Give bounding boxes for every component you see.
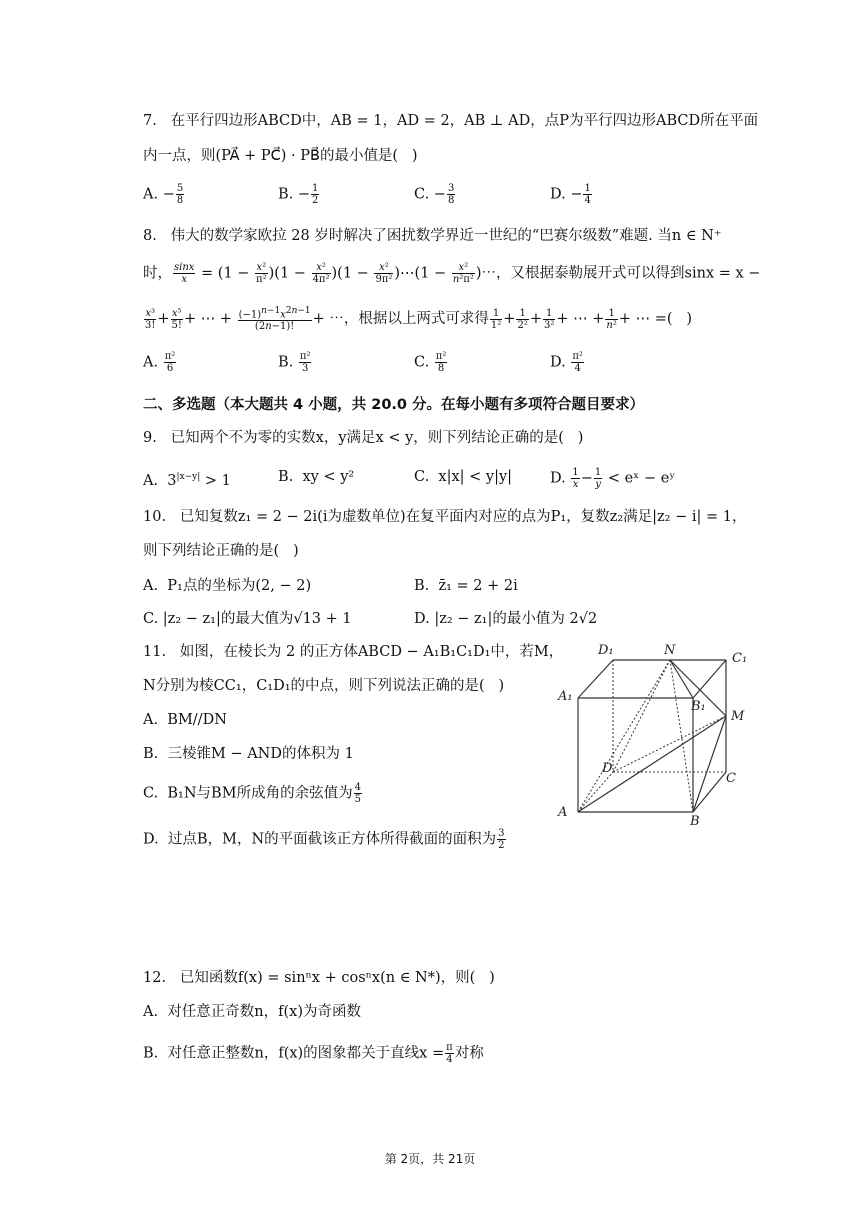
q8-line2: 时， $\frac{\sin x}{x}$ = (1 − $\frac{\text{x²}}{\text{π²}}$ )(1 − $\frac{\text{x²}}{\text{4π²}}$ )(1 − $\frac{\text{x²}}{\text{9π²}}$ )⋯(1 − $\frac{\text{x²}}{\text{n²π²}}$ )⋯，又根据泰勒展开式可以得到sinx = x −	[143, 262, 761, 285]
q11-option-c: C. B₁N与BM所成角的余弦值为 $\frac{4}{5}$	[143, 782, 361, 805]
q11-line2: N分别为棱CC₁，C₁D₁的中点，则下列说法正确的是( )	[143, 678, 505, 694]
q7-option-c: C. − $\frac{3}{8}$	[414, 183, 455, 206]
q10-line1: 10. 已知复数z₁ = 2 − 2i(i为虚数单位)在复平面内对应的点为P₁，复数z₂满足|z₂ − i| = 1，	[143, 509, 747, 525]
q12-option-a: A. 对任意正奇数n，f(x)为奇函数	[143, 1004, 361, 1020]
hidden-segment-d-n	[613, 660, 670, 772]
segment-a-m	[578, 716, 726, 812]
q11-line1: 11. 如图，在棱长为 2 的正方体ABCD − A₁B₁C₁D₁中，若M，	[143, 644, 564, 660]
label-d: D	[602, 761, 613, 776]
label-d1: D₁	[598, 643, 614, 658]
q10-line2: 则下列结论正确的是( )	[143, 543, 299, 559]
segment-b-m	[693, 716, 726, 812]
label-b1: B₁	[691, 699, 706, 714]
q7-option-d: D. − $\frac{1}{4}$	[550, 183, 591, 206]
q10-option-b: B. z̄₁ = 2 + 2i	[414, 578, 518, 594]
q10-option-d: D. |z₂ − z₁|的最小值为 2√2	[414, 611, 598, 627]
page-footer: 第 2页，共 21页	[384, 1152, 476, 1166]
q8-option-a: A. $\frac{\text{π²}}{6}$	[143, 351, 176, 374]
q7-line1: 7. 在平行四边形ABCD中，AB = 1，AD = 2，AB ⊥ AD，点P为平行四边形ABCD所在平面	[143, 113, 759, 129]
label-c: C	[726, 771, 736, 786]
q7-line2: 内一点，则(PA⃗ + PC⃗) · PB⃗的最小值是( )	[143, 148, 418, 164]
edge-b-c	[693, 772, 726, 812]
label-a: A	[558, 805, 568, 820]
q11-option-a: A. BM//DN	[143, 712, 227, 728]
label-m: M	[731, 709, 745, 724]
q11-option-b: B. 三棱锥M − AND的体积为 1	[143, 746, 354, 762]
q9-option-d: D. $\frac{1}{x}$ − $\frac{1}{y}$ < eˣ − eʸ	[550, 467, 676, 490]
edge-a1-d1	[578, 660, 613, 698]
label-b: B	[690, 814, 700, 826]
q12-line1: 12. 已知函数f(x) = sinⁿx + cosⁿx(n ∈ N*)，则( )	[143, 970, 495, 986]
q8-option-d: D. $\frac{\text{π²}}{4}$	[550, 351, 583, 374]
cube-figure	[548, 636, 758, 826]
q7-option-b: B. − $\frac{1}{2}$	[278, 183, 319, 206]
q9-line1: 9. 已知两个不为零的实数x，y满足x < y，则下列结论正确的是( )	[143, 430, 584, 446]
label-c1: C₁	[732, 651, 748, 666]
q9-option-b: B. xy < y²	[278, 469, 355, 485]
q8-line3: $\frac{\text{x³}}{3!}$ + $\frac{\text{x⁵}}{5!}$ + ⋯ + $\frac{(-1)^{n-1}x^{2n-1}}{(2n-1)!}$ + ⋯，根据以上两式可求得 $\frac{1}{\text{1²}}$ + $\frac{1}{\text{2²}}$ + $\frac{1}{\text{3²}}$ + ⋯ + $\frac{1}{\text{n²}}$ + ⋯ =( )	[145, 306, 693, 333]
q11-option-d: D. 过点B，M，N的平面截该正方体所得截面的面积为 $\frac{3}{2}$	[143, 828, 505, 851]
q9-option-c: C. x|x| < y|y|	[414, 469, 513, 485]
label-a1: A₁	[558, 689, 573, 704]
q12-option-b: B. 对任意正整数n，f(x)的图象都关于直线x = $\frac{\pi}{4}$ 对称	[143, 1042, 484, 1065]
edge-b1-c1	[693, 660, 726, 698]
label-n: N	[664, 643, 676, 658]
section-heading-multi-choice: 二、多选题（本大题共 4 小题，共 20.0 分。在每小题有多项符合题目要求）	[143, 397, 645, 413]
q8-line1: 8. 伟大的数学家欧拉 28 岁时解决了困扰数学界近一世纪的“巴赛尔级数”难题. 当n ∈ N⁺	[143, 228, 722, 244]
hidden-segment-b-n	[670, 660, 693, 812]
q7-option-a: A. − $\frac{5}{8}$	[143, 183, 184, 206]
q8-option-b: B. $\frac{\text{π²}}{3}$	[278, 351, 311, 374]
q10-option-a: A. P₁点的坐标为(2, − 2)	[143, 578, 312, 594]
q9-option-a: A. $3^{|x-y|} > 1$	[143, 472, 231, 489]
q8-option-c: C. $\frac{\text{π²}}{8}$	[414, 351, 447, 374]
q10-option-c: C. |z₂ − z₁|的最大值为√13 + 1	[143, 611, 352, 627]
